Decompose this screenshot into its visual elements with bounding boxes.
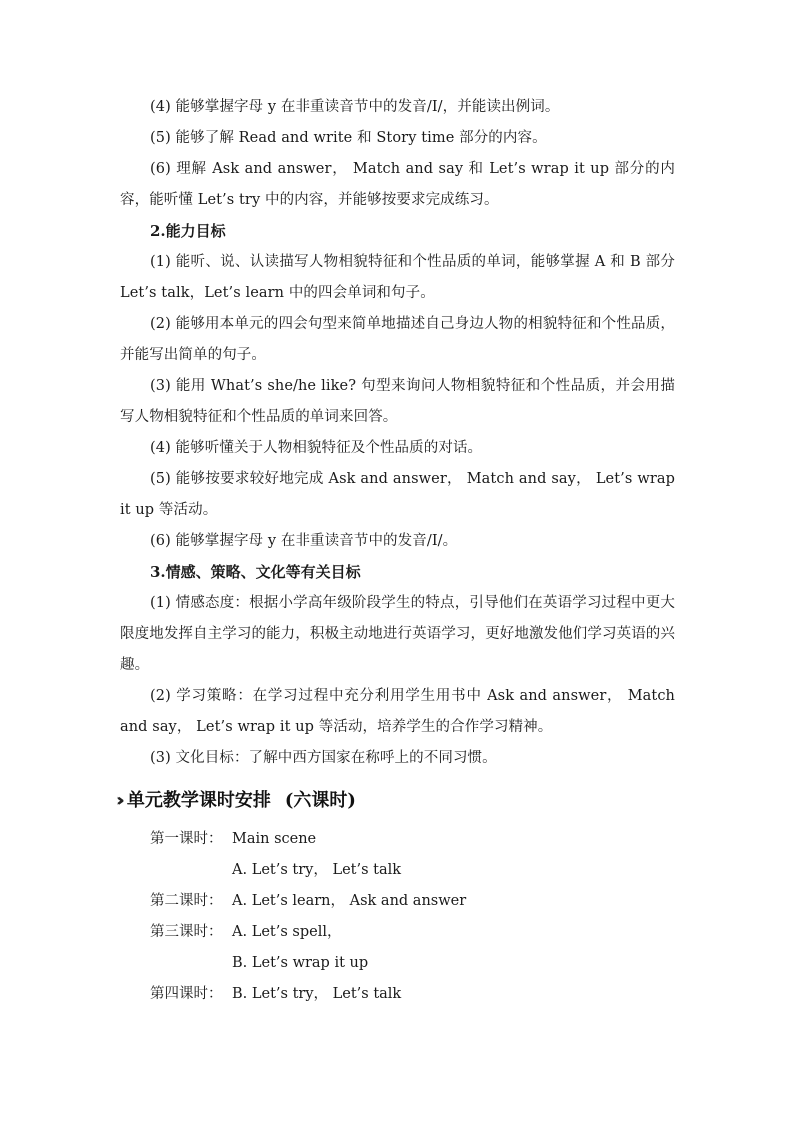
schedule-row-value: A. Let’s try， Let’s talk [232,862,402,878]
schedule-row-value: A. Let’s learn， Ask and answer [232,893,467,909]
schedule-row-value: A. Let’s spell， [232,924,342,940]
schedule-title: 单元教学课时安排 [126,790,271,811]
schedule-row-label [150,948,232,979]
schedule-row [150,824,675,855]
emotion-heading: 3.情感、策略、文化等有关目标 [150,563,361,581]
double-chevron-right-icon: ›› [116,790,119,811]
emotion-item-2: (2) 学习策略：在学习过程中充分利用学生用书中 Ask and answer， Match and say， Let’s wrap it up 等活动，培养学生的合作学习精神。 [120,688,675,735]
schedule-row-value: B. Let’s wrap it up [232,955,369,971]
emotion-item-1: (1) 情感态度：根据小学高年级阶段学生的特点，引导他们在英语学习过程中更大限度地发挥自主学习的能力，积极主动地进行英语学习，更好地激发他们学习英语的兴趣。 [120,595,675,673]
schedule-row [150,886,675,917]
schedule-row-label: 第一课时： [150,831,223,847]
schedule-row [150,948,675,979]
schedule-row [150,917,675,948]
ability-item-2: (2) 能够用本单元的四会句型来简单地描述自己身边人物的相貌特征和个性品质，并能写出简单的句子。 [120,316,675,363]
emotion-item-3: (3) 文化目标：了解中西方国家在称呼上的不同习惯。 [150,750,497,766]
schedule-row [150,855,675,886]
schedule-row-label: 第二课时： [150,893,223,909]
knowledge-item-6: (6) 理解 Ask and answer， Match and say 和 Let’s wrap it up 部分的内容，能听懂 Let’s try 中的内容，并能够按要求完成练习。 [120,161,675,208]
schedule-title-suffix: (六课时) [284,790,356,811]
schedule-row-label: 第四课时： [150,986,223,1002]
schedule-row-label: 第三课时： [150,924,223,940]
schedule-row [150,979,675,1010]
schedule-section-title [116,784,675,818]
ability-item-4: (4) 能够听懂关于人物相貌特征及个性品质的对话。 [150,440,483,456]
knowledge-item-4: (4) 能够掌握字母 y 在非重读音节中的发音/I/，并能读出例词。 [150,99,560,115]
schedule-row-value: Main scene [232,831,317,847]
knowledge-item-5: (5) 能够了解 Read and write 和 Story time 部分的内容。 [150,130,547,146]
ability-item-5: (5) 能够按要求较好地完成 Ask and answer， Match and say， Let’s wrap it up 等活动。 [120,471,675,518]
ability-item-6: (6) 能够掌握字母 y 在非重读音节中的发音/I/。 [150,533,458,549]
ability-item-3: (3) 能用 What’s she/he like? 句型来询问人物相貌特征和个性品质，并会用描写人物相貌特征和个性品质的单词来回答。 [120,378,675,425]
ability-item-1: (1) 能听、说、认读描写人物相貌特征和个性品质的单词，能够掌握 A 和 B 部分 Let’s talk，Let’s learn 中的四会单词和句子。 [120,254,675,301]
document-content [116,92,675,1010]
ability-heading: 2.能力目标 [150,222,226,240]
schedule-list [150,824,675,1010]
schedule-row-label [150,855,232,886]
schedule-row-value: B. Let’s try， Let’s talk [232,986,402,1002]
